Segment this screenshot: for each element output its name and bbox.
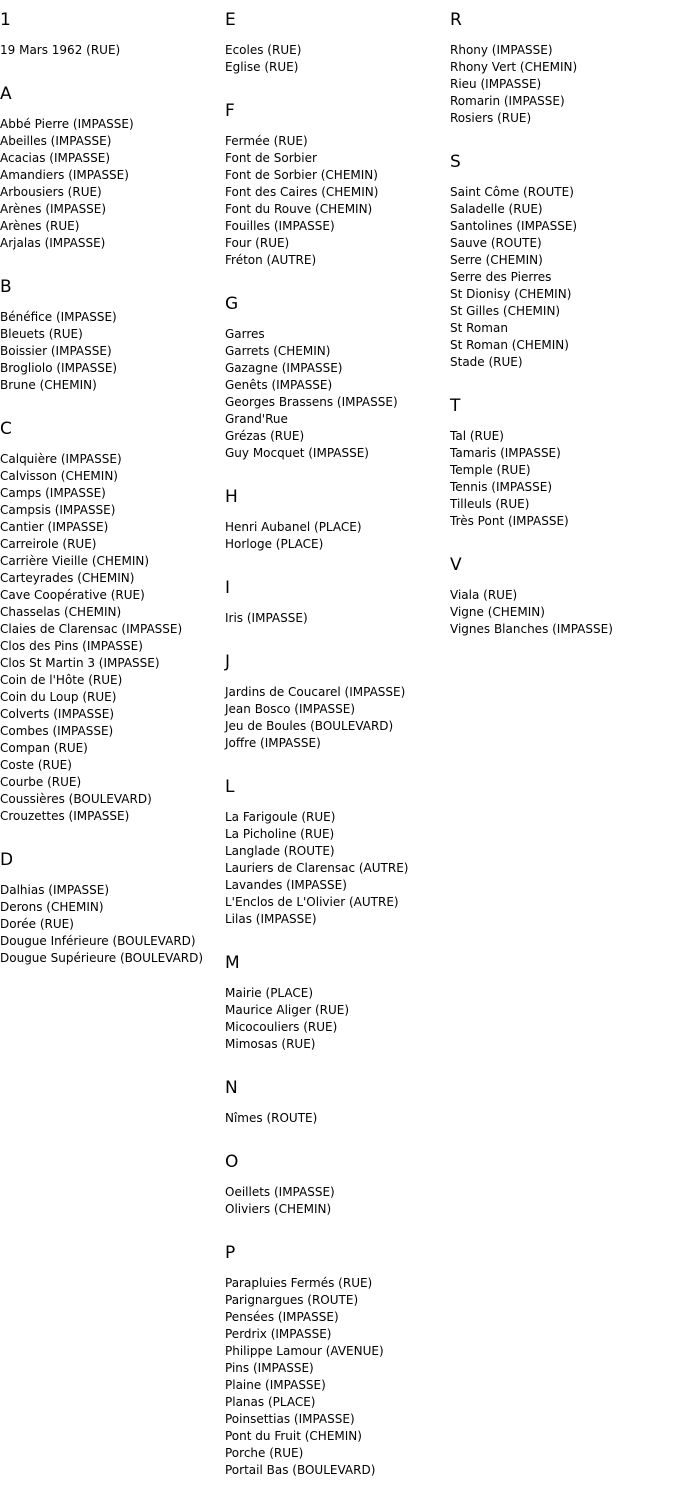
street-list xyxy=(225,809,447,928)
section-letter-heading: I xyxy=(225,578,231,598)
street-item[interactable]: Coin du Loup (RUE) xyxy=(0,690,117,704)
street-item[interactable]: Derons (CHEMIN) xyxy=(0,900,104,914)
street-item[interactable]: Cave Coopérative (RUE) xyxy=(0,588,145,602)
section-letter-heading: H xyxy=(225,487,238,507)
street-item[interactable]: 19 Mars 1962 (RUE) xyxy=(0,43,121,57)
street-item[interactable]: Fouilles (IMPASSE) xyxy=(225,219,335,233)
street-item[interactable]: Oliviers (CHEMIN) xyxy=(225,1202,332,1216)
street-item[interactable]: Micocouliers (RUE) xyxy=(225,1020,338,1034)
street-item[interactable]: Serre des Pierres xyxy=(450,270,552,284)
letter-section xyxy=(225,576,447,627)
street-item[interactable]: Dougue Supérieure (BOULEVARD) xyxy=(0,951,204,965)
street-item[interactable]: Jeu de Boules (BOULEVARD) xyxy=(225,719,394,733)
street-item[interactable]: Henri Aubanel (PLACE) xyxy=(225,520,362,534)
street-item[interactable]: Mairie (PLACE) xyxy=(225,986,314,1000)
street-item[interactable]: Calquière (IMPASSE) xyxy=(0,452,122,466)
street-item[interactable]: Boissier (IMPASSE) xyxy=(0,344,112,358)
section-letter-heading: D xyxy=(0,850,14,870)
street-item[interactable]: Fermée (RUE) xyxy=(225,134,308,148)
street-item[interactable]: Dalhias (IMPASSE) xyxy=(0,883,110,897)
street-item[interactable]: Tamaris (IMPASSE) xyxy=(450,446,561,460)
letter-section xyxy=(225,775,447,928)
section-letter-heading: L xyxy=(225,777,235,797)
street-item[interactable]: Lavandes (IMPASSE) xyxy=(225,878,347,892)
section-letter-heading: R xyxy=(450,10,462,30)
street-item[interactable]: Font de Sorbier (CHEMIN) xyxy=(225,168,378,182)
street-index-column-3 xyxy=(450,8,672,661)
street-item[interactable]: Grand'Rue xyxy=(225,412,288,426)
street-item[interactable]: Iris (IMPASSE) xyxy=(225,611,308,625)
street-item[interactable]: Joffre (IMPASSE) xyxy=(225,736,321,750)
street-item[interactable]: Coste (RUE) xyxy=(0,758,72,772)
section-letter-heading: M xyxy=(225,953,240,973)
letter-section xyxy=(450,8,672,127)
street-item[interactable]: Chasselas (CHEMIN) xyxy=(0,605,122,619)
street-item[interactable]: Cantier (IMPASSE) xyxy=(0,520,109,534)
street-item[interactable]: Perdrix (IMPASSE) xyxy=(225,1327,332,1341)
street-item[interactable]: Four (RUE) xyxy=(225,236,290,250)
street-item[interactable]: Arbousiers (RUE) xyxy=(0,185,102,199)
letter-section xyxy=(450,394,672,530)
street-item[interactable]: Plaine (IMPASSE) xyxy=(225,1378,326,1392)
street-item[interactable]: Philippe Lamour (AVENUE) xyxy=(225,1344,384,1358)
letter-section xyxy=(225,1150,447,1218)
street-item[interactable]: Font du Rouve (CHEMIN) xyxy=(225,202,373,216)
street-item[interactable]: Guy Mocquet (IMPASSE) xyxy=(225,446,369,460)
letter-section xyxy=(225,292,447,462)
street-item[interactable]: Claies de Clarensac (IMPASSE) xyxy=(0,622,183,636)
street-item[interactable]: Viala (RUE) xyxy=(450,588,518,602)
street-index-column-2 xyxy=(225,8,447,1502)
street-item[interactable]: Pont du Fruit (CHEMIN) xyxy=(225,1429,362,1443)
street-item[interactable]: Abbé Pierre (IMPASSE) xyxy=(0,117,134,131)
street-item[interactable]: Rhony (IMPASSE) xyxy=(450,43,553,57)
letter-section xyxy=(225,485,447,553)
street-item[interactable]: Parignargues (ROUTE) xyxy=(225,1293,359,1307)
section-letter-heading: C xyxy=(0,419,12,439)
street-item[interactable]: Jean Bosco (IMPASSE) xyxy=(225,702,356,716)
section-letter-heading: O xyxy=(225,1152,239,1172)
street-item[interactable]: Rieu (IMPASSE) xyxy=(450,77,542,91)
street-item[interactable]: Saladelle (RUE) xyxy=(450,202,543,216)
section-letter-heading: P xyxy=(225,1243,236,1263)
section-letter-heading: A xyxy=(0,84,12,104)
street-list xyxy=(225,684,447,752)
street-item[interactable]: Arènes (RUE) xyxy=(0,219,80,233)
letter-section xyxy=(225,951,447,1053)
section-letter-heading: J xyxy=(225,652,231,672)
street-item[interactable]: Garrets (CHEMIN) xyxy=(225,344,331,358)
street-item[interactable]: L'Enclos de L'Olivier (AUTRE) xyxy=(225,895,399,909)
street-item[interactable]: Mimosas (RUE) xyxy=(225,1037,316,1051)
street-list xyxy=(225,985,447,1053)
section-letter-heading: S xyxy=(450,152,461,172)
street-item[interactable]: Bénéfice (IMPASSE) xyxy=(0,310,117,324)
street-item[interactable]: Tal (RUE) xyxy=(450,429,504,443)
street-list xyxy=(450,42,672,127)
street-item[interactable]: Brune (CHEMIN) xyxy=(0,378,97,392)
street-item[interactable]: Oeillets (IMPASSE) xyxy=(225,1185,335,1199)
street-list xyxy=(0,42,222,59)
street-item[interactable]: Bleuets (RUE) xyxy=(0,327,83,341)
street-list xyxy=(450,587,672,638)
street-item[interactable]: Vigne (CHEMIN) xyxy=(450,605,545,619)
street-item[interactable]: Poinsettias (IMPASSE) xyxy=(225,1412,355,1426)
street-item[interactable]: Abeilles (IMPASSE) xyxy=(0,134,112,148)
street-item[interactable]: Font de Sorbier xyxy=(225,151,317,165)
street-item[interactable]: Dorée (RUE) xyxy=(0,917,74,931)
section-letter-heading: 1 xyxy=(0,10,11,30)
street-item[interactable]: Maurice Aliger (RUE) xyxy=(225,1003,350,1017)
letter-section xyxy=(450,553,672,638)
street-item[interactable]: Calvisson (CHEMIN) xyxy=(0,469,118,483)
letter-section xyxy=(225,650,447,752)
street-list xyxy=(225,1110,447,1127)
street-item[interactable]: Brogliolo (IMPASSE) xyxy=(0,361,118,375)
street-item[interactable]: Lauriers de Clarensac (AUTRE) xyxy=(225,861,409,875)
street-list xyxy=(225,1275,447,1479)
street-item[interactable]: St Roman xyxy=(450,321,508,335)
street-item[interactable]: Compan (RUE) xyxy=(0,741,88,755)
street-item[interactable]: Horloge (PLACE) xyxy=(225,537,324,551)
street-list xyxy=(225,519,447,553)
street-item[interactable]: Arjalas (IMPASSE) xyxy=(0,236,106,250)
street-list xyxy=(225,1184,447,1218)
street-item[interactable]: Pins (IMPASSE) xyxy=(225,1361,314,1375)
letter-section xyxy=(225,8,447,76)
street-item[interactable]: Très Pont (IMPASSE) xyxy=(450,514,569,528)
street-item[interactable]: Santolines (IMPASSE) xyxy=(450,219,578,233)
street-list xyxy=(225,42,447,76)
street-item[interactable]: St Roman (CHEMIN) xyxy=(450,338,569,352)
letter-section xyxy=(0,275,222,394)
letter-section xyxy=(0,82,222,252)
section-letter-heading: T xyxy=(450,396,461,416)
street-list xyxy=(0,309,222,394)
section-letter-heading: G xyxy=(225,294,239,314)
street-item[interactable]: Tennis (IMPASSE) xyxy=(450,480,553,494)
street-list xyxy=(0,882,222,967)
street-item[interactable]: Saint Côme (ROUTE) xyxy=(450,185,574,199)
street-item[interactable]: Acacias (IMPASSE) xyxy=(0,151,111,165)
street-item[interactable]: Coussières (BOULEVARD) xyxy=(0,792,152,806)
street-item[interactable]: Clos des Pins (IMPASSE) xyxy=(0,639,143,653)
street-item[interactable]: Rosiers (RUE) xyxy=(450,111,532,125)
street-item[interactable]: Pensées (IMPASSE) xyxy=(225,1310,339,1324)
section-letter-heading: V xyxy=(450,555,462,575)
street-item[interactable]: Colverts (IMPASSE) xyxy=(0,707,114,721)
street-item[interactable]: Planas (PLACE) xyxy=(225,1395,316,1409)
street-item[interactable]: Genêts (IMPASSE) xyxy=(225,378,333,392)
street-item[interactable]: Ecoles (RUE) xyxy=(225,43,302,57)
section-letter-heading: N xyxy=(225,1078,238,1098)
street-item[interactable]: Gazagne (IMPASSE) xyxy=(225,361,343,375)
street-item[interactable]: Sauve (ROUTE) xyxy=(450,236,542,250)
street-item[interactable]: Fréton (AUTRE) xyxy=(225,253,317,267)
street-item[interactable]: Clos St Martin 3 (IMPASSE) xyxy=(0,656,160,670)
street-list xyxy=(450,428,672,530)
street-item[interactable]: Temple (RUE) xyxy=(450,463,531,477)
letter-section xyxy=(450,150,672,371)
street-index-column-1 xyxy=(0,8,222,990)
street-item[interactable]: Font des Caires (CHEMIN) xyxy=(225,185,379,199)
street-item[interactable]: Garres xyxy=(225,327,265,341)
street-item[interactable]: Romarin (IMPASSE) xyxy=(450,94,565,108)
letter-section xyxy=(0,417,222,825)
letter-section xyxy=(225,1076,447,1127)
street-item[interactable]: Courbe (RUE) xyxy=(0,775,82,789)
street-item[interactable]: Langlade (ROUTE) xyxy=(225,844,335,858)
section-letter-heading: B xyxy=(0,277,12,297)
street-item[interactable]: La Picholine (RUE) xyxy=(225,827,335,841)
street-item[interactable]: Carteyrades (CHEMIN) xyxy=(0,571,135,585)
street-list xyxy=(0,451,222,825)
street-item[interactable]: Vignes Blanches (IMPASSE) xyxy=(450,622,613,636)
street-item[interactable]: Portail Bas (BOULEVARD) xyxy=(225,1463,376,1477)
street-item[interactable]: St Gilles (CHEMIN) xyxy=(450,304,561,318)
street-item[interactable]: Arènes (IMPASSE) xyxy=(0,202,107,216)
street-item[interactable]: Combes (IMPASSE) xyxy=(0,724,114,738)
street-item[interactable]: Nîmes (ROUTE) xyxy=(225,1111,318,1125)
street-item[interactable]: Coin de l'Hôte (RUE) xyxy=(0,673,123,687)
street-item[interactable]: Porche (RUE) xyxy=(225,1446,304,1460)
street-item[interactable]: Lilas (IMPASSE) xyxy=(225,912,317,926)
letter-section xyxy=(225,1241,447,1479)
letter-section xyxy=(225,99,447,269)
street-item[interactable]: Campsis (IMPASSE) xyxy=(0,503,116,517)
street-list xyxy=(225,610,447,627)
street-item[interactable]: La Farigoule (RUE) xyxy=(225,810,336,824)
letter-section xyxy=(0,8,222,59)
section-letter-heading: F xyxy=(225,101,235,121)
street-item[interactable]: Georges Brassens (IMPASSE) xyxy=(225,395,398,409)
street-item[interactable]: Crouzettes (IMPASSE) xyxy=(0,809,130,823)
street-item[interactable]: Jardins de Coucarel (IMPASSE) xyxy=(225,685,406,699)
street-list xyxy=(225,133,447,269)
street-item[interactable]: Parapluies Fermés (RUE) xyxy=(225,1276,373,1290)
section-letter-heading: E xyxy=(225,10,236,30)
street-item[interactable]: Camps (IMPASSE) xyxy=(0,486,106,500)
street-item[interactable]: Eglise (RUE) xyxy=(225,60,299,74)
street-item[interactable]: Stade (RUE) xyxy=(450,355,523,369)
street-item[interactable]: Carreirole (RUE) xyxy=(0,537,97,551)
street-item[interactable]: Dougue Inférieure (BOULEVARD) xyxy=(0,934,196,948)
street-item[interactable]: Amandiers (IMPASSE) xyxy=(0,168,129,182)
street-item[interactable]: Serre (CHEMIN) xyxy=(450,253,543,267)
street-item[interactable]: Carrière Vieille (CHEMIN) xyxy=(0,554,150,568)
street-list xyxy=(225,326,447,462)
street-item[interactable]: St Dionisy (CHEMIN) xyxy=(450,287,572,301)
street-item[interactable]: Tilleuls (RUE) xyxy=(450,497,530,511)
street-item[interactable]: Grézas (RUE) xyxy=(225,429,305,443)
street-list xyxy=(0,116,222,252)
letter-section xyxy=(0,848,222,967)
street-item[interactable]: Rhony Vert (CHEMIN) xyxy=(450,60,578,74)
street-list xyxy=(450,184,672,371)
